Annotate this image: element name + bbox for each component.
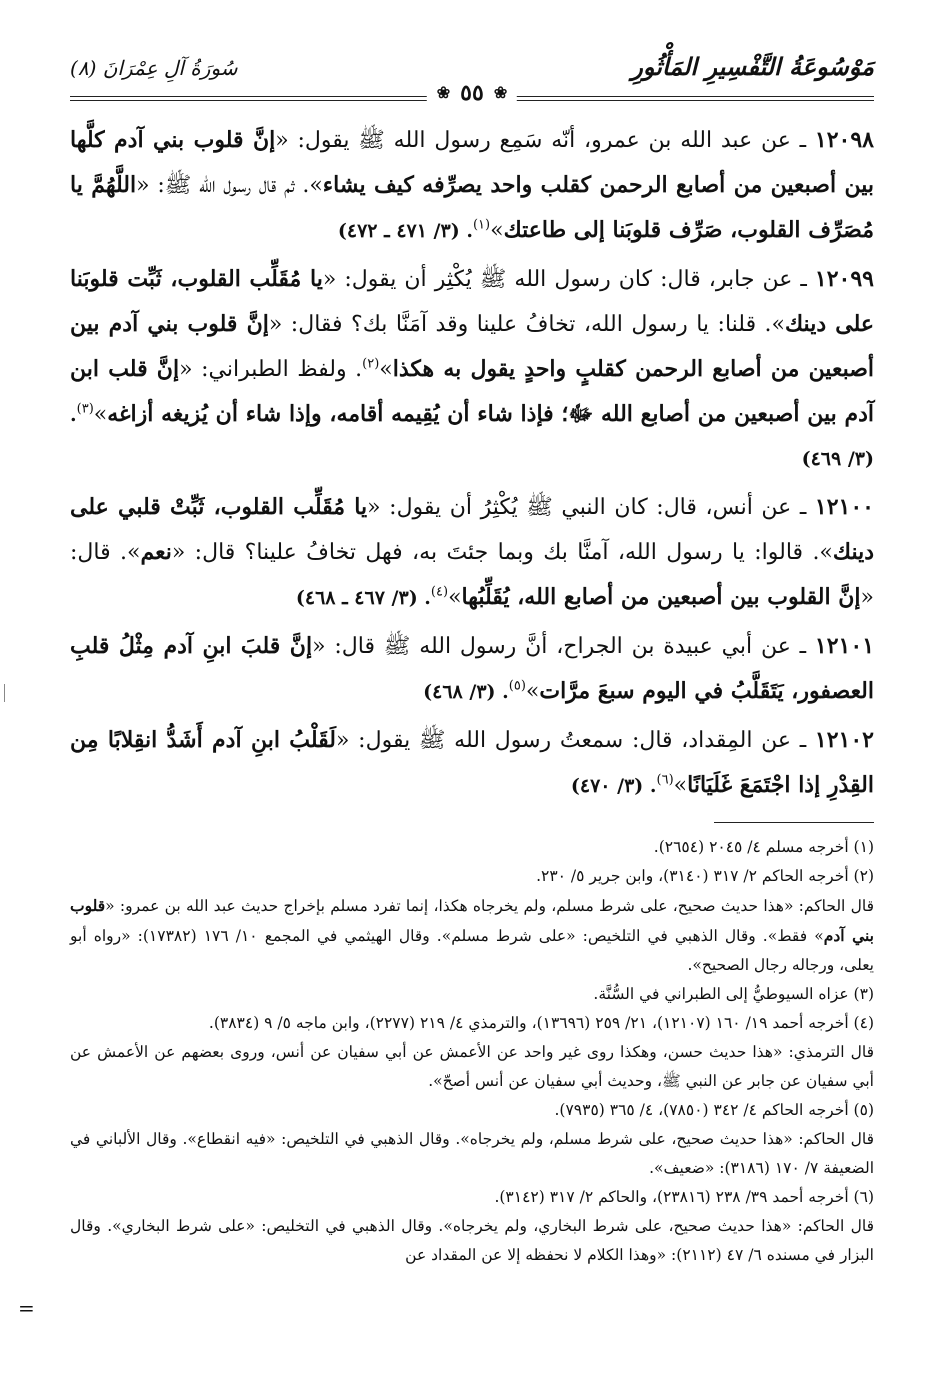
hadith-mid: ». ثم قال رسول الله ﷺ: « — [136, 173, 323, 198]
volume-reference: . (٣/ ٤٦٩) — [70, 404, 874, 470]
hadith-end: » — [673, 773, 688, 798]
hadith-text: لَقَلْبُ ابنِ آدم أَشَدُّ انقِلابًا مِن القِدْرِ إذا اجْتَمَعَ غَلَيَانًا — [70, 727, 874, 798]
footnote-marker[interactable]: (٣) — [76, 401, 94, 417]
hadith-intro: ـ عن المِقداد، قال: سمعتُ رسول الله ﷺ يقول: « — [336, 728, 815, 753]
page-header — [70, 50, 874, 110]
hadith-number: ١٢١٠٢ — [814, 727, 874, 753]
volume-reference: . (٣/ ٤٧٠) — [570, 775, 657, 797]
footnote-bold-text: قلوب بني آدم — [70, 896, 874, 945]
footnote-text: قال الحاكم: «هذا حديث صحيح، على شرط مسلم، ولم يخرجاه هكذا، إنما تفرد مسلم بإخراج حديث عبد الله بن عمرو: « — [105, 897, 874, 915]
hadith-number: ١٢٠٩٨ — [814, 127, 874, 153]
hadith-text: إنَّ قلوب بني آدم بين أصبعين من أصابع الرحمن كقلبٍ واحدٍ يقول به هكذا — [70, 311, 874, 382]
footnote-separator — [714, 822, 874, 823]
footnote-1: (١) أخرجه مسلم ٤/ ٢٠٤٥ (٢٦٥٤). — [653, 838, 874, 856]
hadith-text: نعم — [140, 539, 172, 565]
footnote-6-commentary: قال الحاكم: «هذا حديث صحيح، على شرط البخاري، ولم يخرجاه». وقال الذهبي في التخليص: «على شرط البخاري». وقال البزار في مسنده ٦/ ٤٧ (٢١١٢): «وهذا الكلام لا نحفظه إلا عن المقداد عن — [70, 1217, 874, 1264]
hadith-mid: ». قلنا: يا رسول الله، تخافُ علينا وقد آمَنَّا بك؟ فقال: « — [268, 312, 786, 337]
footnote-3: (٣) عزاه السيوطيُّ إلى الطبراني في السُّنَّة. — [593, 985, 874, 1003]
hadith-text: إنَّ القلوب بين أصبعين من أصابع الله، يُقَلِّبُها — [461, 584, 861, 610]
hadith-intro: ـ عن جابر، قال: كان رسول الله ﷺ يُكْثِر أن يقول: « — [322, 267, 815, 292]
hadith-end: » — [448, 585, 462, 610]
hadith-12101 — [70, 624, 874, 714]
hadith-mid: ». قالوا: يا رسول الله، آمنَّا بك وبما جئتَ به، فهل تخافُ علينا؟ قال: « — [171, 540, 833, 565]
footnote-4-commentary: قال الترمذي: «هذا حديث حسن، وهكذا روى غير واحد عن الأعمش عن أبي سفيان عن أنس، وروى بعضهم عن الأعمش عن أبي سفيان عن جابر عن النبي ﷺ، وحديث أبي سفيان عن أنس أصحّ». — [70, 1043, 874, 1090]
hadith-end: » — [379, 357, 393, 382]
hadith-intro: ـ عن أبي عبيدة بن الجراح، أنَّ رسول الله ﷺ قال: « — [312, 634, 815, 659]
footnote-2: (٢) أخرجه الحاكم ٢/ ٣١٧ (٣١٤٠)، وابن جرير ٥/ ٢٣٠. — [536, 867, 874, 885]
hadith-end: » — [93, 402, 108, 427]
continuation-mark: = — [18, 1296, 35, 1320]
footnote-4: (٤) أخرجه أحمد ١٩/ ١٦٠ (١٢١٠٧)، ٢١/ ٢٥٩ (١٣٦٩٦)، والترمذي ٤/ ٢١٩ (٢٢٧٧)، وابن ماجه ٥/ ٩ (٣٨٣٤). — [208, 1014, 874, 1032]
hadith-alt-text: إنَّ قلب ابن آدم بين أصبعين من أصابع الله ﷻ؛ فإذا شاء أن يُقِيمه أقامه، وإذا شاء أن يُزيغه أزاغه — [70, 356, 874, 427]
footnote-6: (٦) أخرجه أحمد ٣٩/ ٢٣٨ (٢٣٨١٦)، والحاكم ٢/ ٣١٧ (٣١٤٢). — [494, 1188, 874, 1206]
hadith-12100 — [70, 485, 874, 620]
hadith-intro: ـ عن أنس، قال: كان النبي ﷺ يُكْثِرُ أن يقول: « — [367, 495, 815, 520]
hadith-text: اللَّهُمَّ يا مُصَرِّف القلوب، صَرِّف قلوبَنا إلى طاعتك — [70, 172, 874, 243]
footnote-marker[interactable]: (١) — [472, 217, 491, 233]
footnote-marker[interactable]: (٥) — [508, 678, 526, 694]
footnote-marker[interactable]: (٢) — [362, 356, 380, 372]
main-text — [70, 118, 874, 808]
hadith-12098 — [70, 118, 874, 253]
hadith-number: ١٢٠٩٩ — [814, 266, 874, 292]
hadith-12102 — [70, 718, 874, 808]
footnote-marker[interactable]: (٤) — [430, 584, 449, 600]
hadith-alt-intro: . ولفظ الطبراني: « — [179, 357, 363, 382]
volume-reference: . (٣/ ٤٦٧ ـ ٤٦٨) — [295, 587, 431, 609]
volume-reference: . (٣/ ٤٦٨) — [423, 681, 509, 703]
ornament-left-icon: ❀ — [436, 83, 451, 102]
page — [18, 50, 875, 1358]
hadith-number: ١٢١٠١ — [814, 633, 875, 659]
hadith-text: إنَّ قلوب بني آدم كلَّها بين أصبعين من أصابع الرحمن كقلب واحد يصرِّفه كيف يشاء — [70, 127, 874, 198]
page-number-block — [427, 80, 517, 106]
footnote-5: (٥) أخرجه الحاكم ٤/ ٣٤٢ (٧٨٥٠)، ٤/ ٣٦٥ (٧٩٣٥). — [554, 1101, 874, 1119]
hadith-12099 — [70, 257, 874, 481]
hadith-text: يا مُقَلِّب القلوب، ثَبِّتْ قلبي على دينك — [70, 494, 875, 565]
footnotes — [70, 833, 874, 1270]
hadith-mid: ». قال: « — [70, 540, 874, 610]
hadith-text: إنَّ قلبَ ابنِ آدم مِثْلُ قلبِ العصفور، يَتَقَلَّبُ في اليوم سبعَ مرَّات — [70, 633, 874, 704]
hadith-end: » — [525, 679, 540, 704]
margin-tick — [4, 684, 5, 702]
volume-reference: . (٣/ ٤٧١ ـ ٤٧٢) — [337, 220, 473, 242]
hadith-intro: ـ عن عبد الله بن عمرو، أنّه سَمِع رسول الله ﷺ يقول: « — [275, 128, 815, 153]
hadith-end: » — [490, 218, 504, 243]
footnote-5-commentary: قال الحاكم: «هذا حديث صحيح، على شرط مسلم، ولم يخرجاه». وقال الذهبي في التلخيص: «فيه انقطاع». وقال الألباني في الضعيفة ٧/ ١٧٠ (٣١٨٦): «ضعيف». — [70, 1130, 874, 1177]
footnote-2-commentary — [70, 891, 874, 980]
hadith-text: يا مُقَلِّب القلوب، ثَبِّت قلوبَنا على دينك — [70, 266, 875, 337]
footnote-text: » فقط». وقال الذهبي في التلخيص: «على شرط مسلم». وقال الهيثمي في المجمع ١٠/ ١٧٦ (١٧٣٨٢): «رواه أبو يعلى، ورجاله رجال الصحيح». — [70, 927, 874, 974]
ornament-right-icon: ❀ — [493, 83, 508, 102]
book-title: مَوْسُوعَةُ التَّفْسِيرِ المَأْثُورِ — [631, 52, 874, 81]
page-number: ٥٥ — [460, 80, 484, 106]
surah-title: سُورَةُ آلِ عِمْرَانَ (٨) — [70, 56, 238, 80]
footnote-marker[interactable]: (٦) — [656, 772, 674, 788]
hadith-number: ١٢١٠٠ — [814, 494, 874, 520]
